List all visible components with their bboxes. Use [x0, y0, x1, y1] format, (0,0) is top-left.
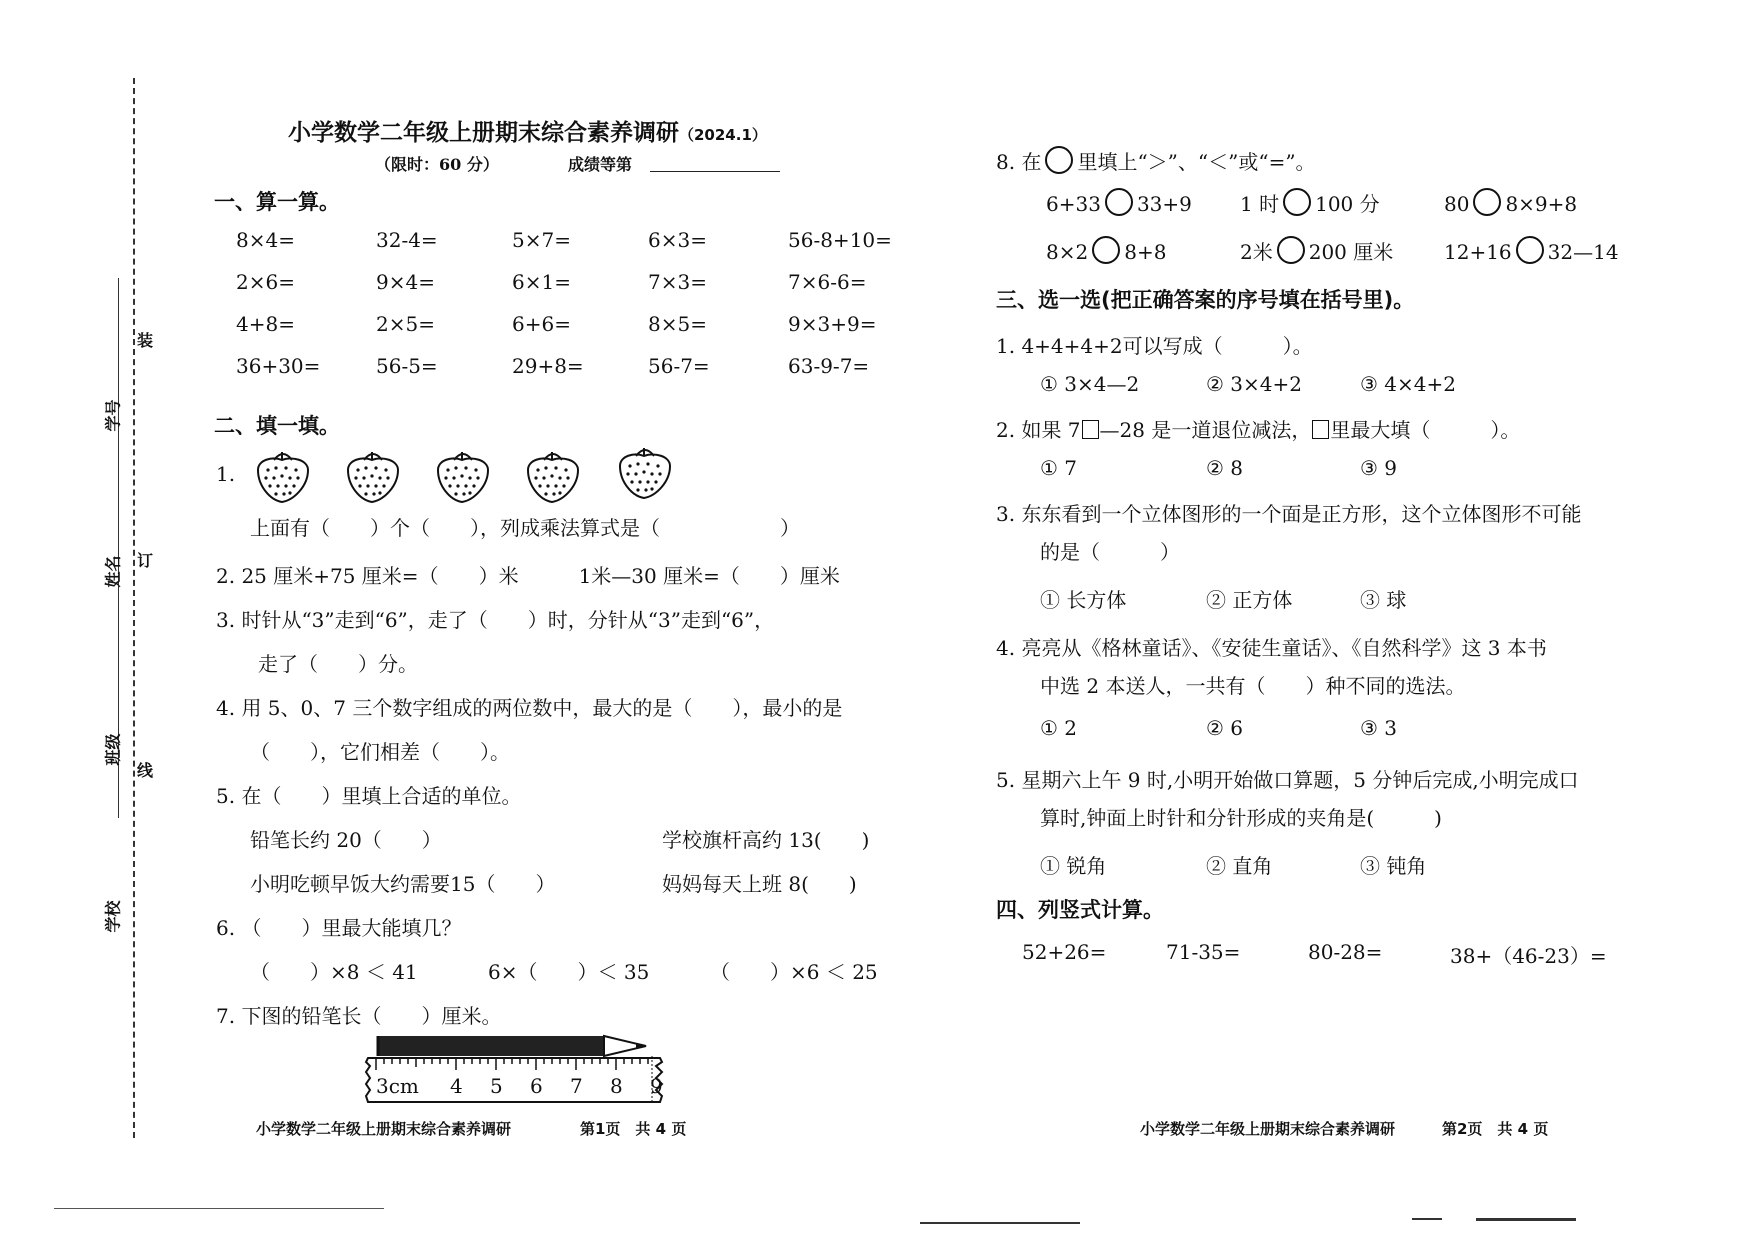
compare-circle[interactable]	[1473, 188, 1501, 216]
vertical-calc-item: 52+26=	[1022, 940, 1107, 964]
compare-left: 2米	[1240, 240, 1273, 264]
q6-text: 6. （ ）里最大能填几？	[216, 916, 462, 940]
q3-text-line1: 3. 时针从“3”走到“6”，走了（ ）时，分针从“3”走到“6”，	[216, 608, 775, 632]
square-box-icon	[1082, 420, 1099, 439]
s3-q4-option[interactable]: ③ 3	[1360, 716, 1398, 740]
calc-item: 8×4=	[236, 228, 295, 252]
calc-item: 7×3=	[648, 270, 707, 294]
square-box-icon	[1312, 420, 1329, 439]
calc-item: 2×5=	[376, 312, 435, 336]
s3-q5-text-line2: 算时,钟面上时针和分针形成的夹角是( )	[1040, 806, 1442, 830]
ruler-tick-label: 5	[490, 1074, 503, 1098]
compare-left: 1 时	[1240, 192, 1280, 216]
s3-q3-text-line1: 3. 东东看到一个立体图形的一个面是正方形，这个立体图形不可能	[996, 502, 1582, 526]
scan-edge-line	[1412, 1218, 1442, 1220]
s3-q4-option[interactable]: ① 2	[1040, 716, 1078, 740]
compare-item	[1046, 236, 1166, 264]
q7-text: 7. 下图的铅笔长（ ）厘米。	[216, 1004, 502, 1028]
calc-item: 6+6=	[512, 312, 571, 336]
s3-q1-option[interactable]: ② 3×4+2	[1206, 372, 1302, 396]
binding-line	[133, 78, 135, 1138]
ruler-tick-label: 8	[610, 1074, 623, 1098]
s3-q3-text-line2: 的是（ ）	[1040, 540, 1180, 564]
calc-item: 5×7=	[512, 228, 571, 252]
compare-right: 32—14	[1547, 240, 1619, 264]
calc-item: 4+8=	[236, 312, 295, 336]
calc-item: 29+8=	[512, 354, 584, 378]
binding-mark-ding: 订	[137, 551, 154, 570]
s3-q5-option[interactable]: ① 锐角	[1040, 854, 1107, 878]
student-name-label: 姓名	[103, 555, 123, 588]
s3-q3-option[interactable]: ② 正方体	[1206, 588, 1293, 612]
exam-title-text: 小学数学二年级上册期末综合素养调研	[288, 120, 679, 146]
footer-left-page: 第1页 共 4 页	[580, 1120, 687, 1138]
grade-label: 成绩等第	[568, 155, 633, 174]
compare-right: 8+8	[1124, 240, 1167, 264]
section4-heading: 四、列竖式计算。	[996, 898, 1164, 922]
exam-title	[288, 114, 767, 147]
compare-left: 8×2	[1046, 240, 1089, 264]
q5-item: 小明吃顿早饭大约需要15（ ）	[250, 872, 556, 896]
s3-q5-option[interactable]: ③ 钝角	[1360, 854, 1427, 878]
scan-edge-line	[54, 1208, 384, 1209]
q2-text: 2. 25 厘米+75 厘米=（ ）米 1米—30 厘米=（ ）厘米	[216, 564, 840, 588]
calc-item: 2×6=	[236, 270, 295, 294]
s3-q1-option[interactable]: ① 3×4—2	[1040, 372, 1140, 396]
exam-date: （2024.1）	[679, 126, 767, 144]
q5-item: 铅笔长约 20（ ）	[250, 828, 442, 852]
compare-circle[interactable]	[1277, 236, 1305, 264]
section3-heading: 三、选一选(把正确答案的序号填在括号里)。	[996, 288, 1415, 312]
compare-right: 33+9	[1136, 192, 1192, 216]
footer-left-title: 小学数学二年级上册期末综合素养调研	[256, 1120, 512, 1138]
s3-q4-text-line1: 4. 亮亮从《格林童话》、《安徒生童话》、《自然科学》这 3 本书	[996, 636, 1547, 660]
calc-item: 36+30=	[236, 354, 321, 378]
calc-item: 63-9-7=	[788, 354, 870, 378]
s3-q1-option[interactable]: ③ 4×4+2	[1360, 372, 1456, 396]
compare-item	[1444, 188, 1577, 216]
q6-item: （ ）×6 ＜ 25	[710, 960, 878, 984]
circle-icon	[1045, 146, 1073, 174]
footer-right-page: 第2页 共 4 页	[1442, 1120, 1549, 1138]
ruler-tick-label: 9	[650, 1074, 663, 1098]
ruler-unit: 3cm	[376, 1074, 419, 1098]
q5-item: 学校旗杆高约 13( )	[662, 828, 870, 852]
q1-text: 上面有（ ）个（ ），列成乘法算式是（ ）	[250, 516, 800, 540]
footer-right-title: 小学数学二年级上册期末综合素养调研	[1140, 1120, 1396, 1138]
ruler-tick-label: 7	[570, 1074, 583, 1098]
s3-q2-option[interactable]: ① 7	[1040, 456, 1078, 480]
scan-edge-line	[920, 1222, 1080, 1224]
calc-item: 6×1=	[512, 270, 571, 294]
vertical-calc-item: 38+（46-23）=	[1450, 944, 1607, 968]
s3-q1-text: 1. 4+4+4+2可以写成（ ）。	[996, 334, 1313, 358]
compare-circle[interactable]	[1105, 188, 1133, 216]
s3-q2-post: 里最大填（ ）。	[1330, 418, 1521, 442]
compare-item	[1046, 188, 1192, 216]
s3-q2-option[interactable]: ② 8	[1206, 456, 1244, 480]
binding-mark-zhuang: 装	[137, 331, 154, 350]
compare-right: 8×9+8	[1505, 192, 1578, 216]
grade-blank[interactable]	[650, 171, 780, 172]
compare-left: 12+16	[1444, 240, 1512, 264]
calc-item: 32-4=	[376, 228, 438, 252]
compare-circle[interactable]	[1516, 236, 1544, 264]
school-label: 学校	[103, 900, 123, 933]
compare-item	[1240, 236, 1393, 265]
ruler-tick-label: 6	[530, 1074, 543, 1098]
q3-text-line2: 走了（ ）分。	[258, 652, 418, 676]
q8-text	[996, 146, 1316, 175]
s3-q4-text-line2: 中选 2 本送人，一共有（ ）种不同的选法。	[1040, 674, 1466, 698]
section1-heading: 一、算一算。	[214, 190, 340, 214]
binding-mark-xian: 线	[137, 761, 154, 780]
compare-item	[1444, 236, 1619, 264]
vertical-calc-item: 71-35=	[1166, 940, 1241, 964]
s3-q2-text	[996, 414, 1520, 443]
q8-text-pre: 8. 在	[996, 150, 1042, 174]
compare-circle[interactable]	[1283, 188, 1311, 216]
strawberry-icons	[252, 448, 712, 508]
compare-left: 80	[1444, 192, 1470, 216]
compare-item	[1240, 188, 1380, 217]
calc-item: 56-5=	[376, 354, 438, 378]
calc-item: 9×3+9=	[788, 312, 877, 336]
ruler-tick-label: 4	[450, 1074, 463, 1098]
q5-item: 妈妈每天上班 8( )	[662, 872, 857, 896]
compare-left: 6+33	[1046, 192, 1101, 216]
calc-item: 7×6-6=	[788, 270, 867, 294]
class-label: 班级	[103, 733, 123, 766]
calc-item: 8×5=	[648, 312, 707, 336]
section2-heading: 二、填一填。	[214, 414, 340, 438]
s3-q2-option[interactable]: ③ 9	[1360, 456, 1398, 480]
compare-right: 200 厘米	[1308, 240, 1394, 264]
calc-item: 9×4=	[376, 270, 435, 294]
student-id-label: 学号	[103, 399, 123, 432]
s3-q2-mid: —28 是一道退位减法，	[1099, 418, 1312, 442]
s3-q3-option[interactable]: ① 长方体	[1040, 588, 1127, 612]
q5-text: 5. 在（ ）里填上合适的单位。	[216, 784, 522, 808]
scan-edge-line	[1476, 1218, 1576, 1221]
s3-q5-text-line1: 5. 星期六上午 9 时,小明开始做口算题，5 分钟后完成,小明完成口	[996, 768, 1579, 792]
time-limit: （限时：60 分）	[375, 155, 499, 174]
calc-item: 6×3=	[648, 228, 707, 252]
calc-item: 56-7=	[648, 354, 710, 378]
vertical-calc-item: 80-28=	[1308, 940, 1383, 964]
q1-number: 1.	[216, 462, 236, 486]
q6-item: 6×（ ）＜ 35	[488, 960, 650, 984]
q4-text-line2: （ ），它们相差（ ）。	[250, 740, 510, 764]
calc-item: 56-8+10=	[788, 228, 892, 252]
q4-text-line1: 4. 用 5、0、7 三个数字组成的两位数中，最大的是（ ），最小的是	[216, 696, 843, 720]
s3-q5-option[interactable]: ② 直角	[1206, 854, 1273, 878]
q6-item: （ ）×8 ＜ 41	[250, 960, 418, 984]
compare-circle[interactable]	[1092, 236, 1120, 264]
s3-q2-pre: 2. 如果 7	[996, 418, 1081, 442]
s3-q4-option[interactable]: ② 6	[1206, 716, 1244, 740]
s3-q3-option[interactable]: ③ 球	[1360, 588, 1407, 612]
compare-right: 100 分	[1315, 192, 1380, 216]
q8-text-post: 里填上“＞”、“＜”或“=”。	[1077, 150, 1316, 174]
